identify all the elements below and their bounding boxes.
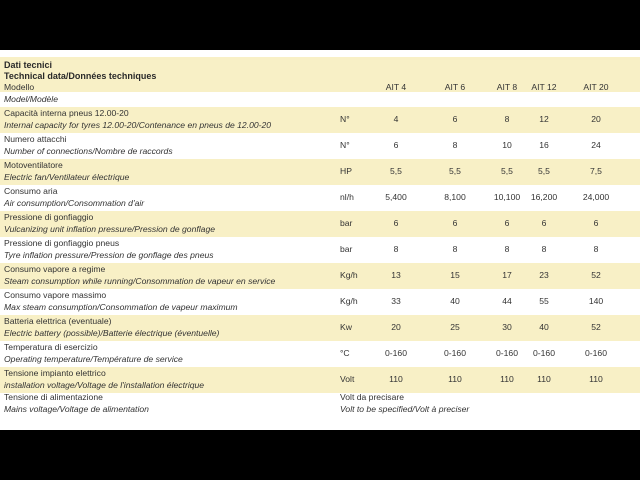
cell-value: 8 [593,244,599,254]
row-unit: bar [340,244,353,254]
cell-value: 8 [541,244,547,254]
cell-value: 110 [537,374,551,384]
row-label-it: Temperatura di esercizio [4,342,98,352]
table-row [0,133,640,159]
cell-value: 6 [452,218,458,228]
row-unit: N° [340,140,350,150]
cell-value: 30 [502,322,512,332]
row-unit: nl/h [340,192,354,202]
row-label-en-fr: Electric battery (possible)/Batterie électrique (éventuelle) [4,328,220,338]
row-label-it: Consumo aria [4,186,58,196]
cell-value: 6 [393,218,399,228]
row-label-it: Tensione di alimentazione [4,392,103,402]
cell-value: 52 [591,270,601,280]
model-name: AIT 12 [531,82,557,92]
cell-value: 7,5 [590,166,602,176]
voltage-note-it: Volt da precisare [340,392,405,402]
cell-value: 24 [591,140,601,150]
cell-value: 6 [541,218,547,228]
row-label-en-fr: Mains voltage/Voltage de alimentation [4,404,149,414]
row-label-en-fr: Operating temperature/Température de service [4,354,183,364]
cell-value: 110 [448,374,462,384]
cell-value: 23 [539,270,549,280]
cell-value: 110 [589,374,603,384]
row-label-en-fr: Max steam consumption/Consommation de vapeur maximum [4,302,238,312]
row-label-it: Tensione impianto elettrico [4,368,106,378]
row-unit: Kg/h [340,296,358,306]
model-label-it: Modello [4,82,35,92]
row-unit: Kw [340,322,352,332]
cell-value: 8 [504,244,510,254]
cell-value: 8 [452,140,458,150]
row-label-en-fr: Internal capacity for tyres 12.00-20/Contenance en pneus de 12.00-20 [4,120,272,130]
row-label-it: Numero attacchi [4,134,67,144]
model-name: AIT 8 [496,82,518,92]
cell-value: 5,5 [538,166,550,176]
model-name: AIT 4 [385,82,407,92]
cell-value: 5,5 [501,166,513,176]
cell-value: 4 [393,114,399,124]
table-row [0,107,640,133]
cell-value: 6 [393,140,399,150]
row-label-en-fr: Air consumption/Consommation d'air [4,198,145,208]
row-label-en-fr: Number of connections/Nombre de raccords [4,146,173,156]
cell-value: 17 [502,270,512,280]
cell-value: 10 [502,140,512,150]
cell-value: 0-160 [533,348,555,358]
table-row [0,237,640,263]
table-row [0,289,640,315]
table-row [0,185,640,211]
cell-value: 40 [450,296,460,306]
header-title-it: Dati tecnici [4,60,53,70]
header-title-en-fr: Technical data/Données techniques [4,71,157,81]
row-label-en-fr: Vulcanizing unit inflation pressure/Pression de gonflage [4,224,215,234]
cell-value: 15 [450,270,460,280]
model-label-en-fr: Model/Modèle [4,94,58,104]
cell-value: 8,100 [444,192,466,202]
cell-value: 5,5 [449,166,461,176]
row-unit: Volt [340,374,355,384]
cell-value: 52 [591,322,601,332]
cell-value: 8 [504,114,510,124]
row-unit: bar [340,218,353,228]
row-label-it: Consumo vapore massimo [4,290,107,300]
cell-value: 20 [591,114,601,124]
cell-value: 55 [539,296,549,306]
row-unit: Kg/h [340,270,358,280]
cell-value: 0-160 [496,348,518,358]
cell-value: 44 [502,296,512,306]
cell-value: 0-160 [385,348,407,358]
cell-value: 40 [539,322,549,332]
table-row [0,211,640,237]
technical-data-sheet [0,50,640,430]
cell-value: 16,200 [530,192,558,202]
model-name: AIT 6 [444,82,466,92]
table-row [0,159,640,185]
cell-value: 25 [450,322,460,332]
cell-value: 6 [504,218,510,228]
table-row [0,367,640,393]
table-row [0,341,640,367]
cell-value: 8 [452,244,458,254]
cell-value: 33 [391,296,401,306]
cell-value: 5,5 [390,166,402,176]
cell-value: 8 [393,244,399,254]
table-row [0,315,640,341]
row-label-it: Pressione di gonfiaggio pneus [4,238,120,248]
row-label-en-fr: Tyre inflation pressure/Pression de gonflage des pneus [4,250,214,260]
cell-value: 10,100 [493,192,521,202]
cell-value: 24,000 [582,192,610,202]
cell-value: 140 [588,296,604,306]
cell-value: 110 [389,374,403,384]
row-label-it: Capacità interna pneus 12.00-20 [4,108,129,118]
cell-value: 0-160 [444,348,466,358]
row-unit: N° [340,114,350,124]
cell-value: 0-160 [585,348,607,358]
row-label-it: Pressione di gonfiaggio [4,212,94,222]
model-row [0,81,640,107]
cell-value: 16 [539,140,549,150]
mains-voltage-row [0,391,640,417]
cell-value: 5,400 [385,192,407,202]
voltage-note-en-fr: Volt to be specified/Volt à preciser [340,404,470,414]
row-label-en-fr: Electric fan/Ventilateur électrique [4,172,130,182]
table-row [0,263,640,289]
cell-value: 13 [391,270,401,280]
cell-value: 6 [452,114,458,124]
cell-value: 6 [593,218,599,228]
row-label-it: Consumo vapore a regime [4,264,106,274]
row-unit: HP [340,166,352,176]
cell-value: 110 [500,374,514,384]
row-label-en-fr: installation voltage/Voltage de l'installation électrique [4,380,205,390]
row-unit: °C [340,348,350,358]
model-name: AIT 20 [583,82,609,92]
row-label-it: Batteria elettrica (eventuale) [4,316,112,326]
cell-value: 20 [391,322,401,332]
cell-value: 12 [539,114,549,124]
row-label-it: Motoventilatore [4,160,63,170]
row-label-en-fr: Steam consumption while running/Consommation de vapeur en service [4,276,276,286]
